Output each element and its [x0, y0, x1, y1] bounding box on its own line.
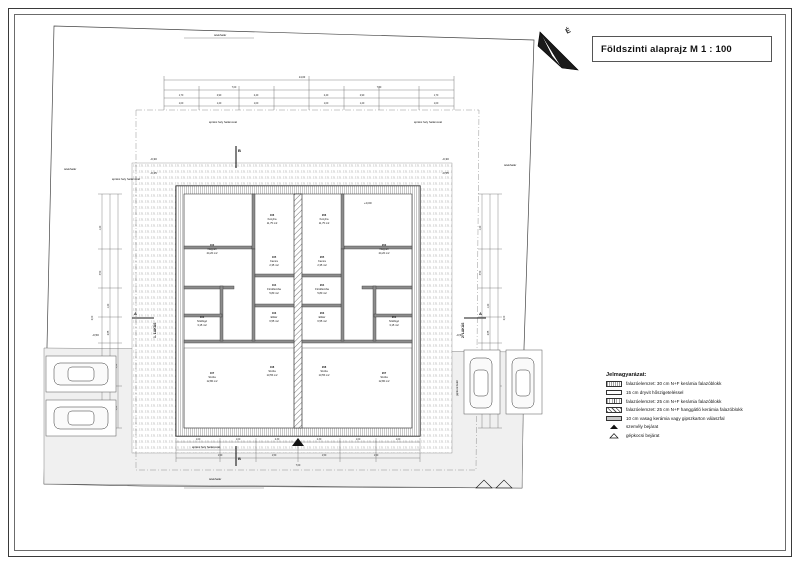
svg-text:Konyha: Konyha — [319, 218, 329, 221]
car-entry-arrow-icon — [606, 433, 622, 439]
svg-text:2,30: 2,30 — [316, 439, 322, 441]
svg-text:207: 207 — [381, 372, 387, 375]
solid-grey-icon — [606, 416, 622, 422]
svg-text:1,00: 1,00 — [355, 439, 361, 441]
hatch-diagonal-icon — [606, 407, 622, 413]
person-entry-arrow-icon — [606, 424, 622, 430]
north-label: É — [564, 27, 573, 36]
svg-text:Kamra: Kamra — [318, 260, 326, 263]
svg-text:6,55 m2: 6,55 m2 — [317, 320, 327, 323]
svg-text:1,20: 1,20 — [100, 225, 102, 231]
svg-text:Fürdőszoba: Fürdőszoba — [315, 288, 329, 291]
svg-text:1,50: 1,50 — [271, 455, 277, 457]
legend-title: Jelmagyarázat: — [606, 372, 647, 378]
svg-text:5,80 m2: 5,80 m2 — [317, 292, 327, 295]
svg-text:5,80 m2: 5,80 m2 — [269, 292, 279, 295]
unit-label-1: 1. LAKÁS — [153, 322, 157, 338]
dim-overall-top: 14,00 — [298, 76, 306, 79]
svg-text:A: A — [479, 311, 482, 316]
svg-text:24,20 m2: 24,20 m2 — [206, 252, 218, 255]
dim-top-sub2-5: 1,20 — [359, 103, 365, 105]
svg-text:102: 102 — [209, 244, 215, 247]
legend-label: falazóelemzet: 30 cm N+F kerámia falazóblokk — [626, 381, 722, 387]
svg-text:104: 104 — [271, 284, 277, 287]
svg-text:1,50: 1,50 — [373, 455, 379, 457]
svg-text:1,00: 1,00 — [395, 439, 401, 441]
dim-top-seg-2: 7,00 — [376, 87, 382, 89]
svg-text:Előtér: Előtér — [318, 316, 326, 319]
svg-text:202: 202 — [381, 244, 387, 247]
legend-item-person-entry — [606, 423, 766, 430]
legend-label: gépkocsi bejárat — [626, 433, 660, 439]
svg-text:2,00: 2,00 — [92, 315, 94, 321]
svg-text:3,50: 3,50 — [100, 270, 102, 276]
dim-top-sub2-6: 1,00 — [433, 103, 439, 105]
dim-top-sub-6: 1,70 — [433, 95, 439, 97]
legend-item-partition-10 — [606, 415, 766, 422]
hatch-vertical-icon — [606, 398, 622, 404]
svg-text:1,20: 1,20 — [108, 303, 110, 309]
svg-text:Kamra: Kamra — [270, 260, 278, 263]
svg-text:2,35 m2: 2,35 m2 — [317, 264, 327, 267]
legend — [606, 372, 766, 441]
svg-text:Szélfogó: Szélfogó — [196, 320, 208, 323]
level-mark-6: -0,50 — [456, 333, 463, 337]
svg-text:1,80: 1,80 — [116, 405, 118, 411]
svg-text:203: 203 — [319, 312, 325, 315]
svg-text:B: B — [238, 148, 241, 153]
hatch-vertical-dense-icon — [606, 381, 622, 387]
page-title: Földszinti alaprajz M 1 : 100 — [601, 43, 732, 55]
unit-label-2: 2. LAKÁS — [461, 322, 465, 338]
svg-text:Szoba: Szoba — [208, 376, 216, 379]
note-telekhatar-right: telekhatár — [504, 163, 517, 167]
svg-text:2,85: 2,85 — [488, 330, 490, 336]
svg-text:Szélfogó: Szélfogó — [388, 320, 400, 323]
level-mark-3: -0,30 — [442, 157, 449, 161]
svg-text:Előtér: Előtér — [270, 316, 278, 319]
svg-text:3,15 m2: 3,15 m2 — [197, 324, 207, 327]
title-block — [592, 36, 772, 62]
svg-text:205: 205 — [319, 256, 325, 259]
level-mark-7: +0,00 — [364, 201, 372, 205]
dim-top-sub-4: 2,40 — [323, 95, 329, 97]
legend-item-insulation-15 — [606, 389, 766, 396]
svg-text:2,00: 2,00 — [504, 315, 506, 321]
svg-text:206: 206 — [321, 214, 327, 217]
svg-text:B: B — [238, 456, 241, 461]
level-mark-1: -0,30 — [150, 157, 157, 161]
svg-text:13,55 m2: 13,55 m2 — [266, 374, 278, 377]
legend-label: falazóelemzet: 25 cm N+F kerámia falazóblokk — [626, 398, 722, 404]
svg-text:3,50: 3,50 — [480, 270, 482, 276]
double-line-icon — [606, 390, 622, 396]
svg-text:204: 204 — [319, 284, 325, 287]
svg-text:1,50: 1,50 — [217, 455, 223, 457]
dim-top-sub-1: 1,70 — [178, 95, 184, 97]
dim-top-sub-5: 2,90 — [359, 95, 365, 97]
building-outline — [176, 186, 420, 436]
dim-top-sub2-1: 1,00 — [178, 103, 184, 105]
legend-item-wall-25-sound — [606, 406, 766, 413]
legend-item-wall-25 — [606, 398, 766, 405]
legend-label: falazóelemzet: 25 cm N+F hanggátló kerámia falazóblokk — [626, 407, 743, 413]
svg-text:Szoba: Szoba — [268, 370, 276, 373]
note-epitesi-hely-top2: építési hely határvonal — [414, 120, 442, 124]
dim-top-sub-3: 2,40 — [253, 95, 259, 97]
svg-text:1,20: 1,20 — [480, 225, 482, 231]
note-epitesi-hely-top: építési hely határvonal — [209, 120, 237, 124]
dim-top-sub-2: 2,90 — [216, 95, 222, 97]
svg-text:3,15 m2: 3,15 m2 — [389, 324, 399, 327]
note-epitesi-hely-bottom: építési hely határvonal — [192, 445, 220, 449]
svg-text:2,35 m2: 2,35 m2 — [269, 264, 279, 267]
legend-label: 15 cm dryvit hőszigeteléssel — [626, 390, 684, 396]
svg-text:6,55 m2: 6,55 m2 — [269, 320, 279, 323]
dim-top-sub2-3: 1,00 — [253, 103, 259, 105]
svg-text:208: 208 — [321, 366, 327, 369]
svg-text:A: A — [134, 311, 137, 316]
svg-text:103: 103 — [271, 312, 277, 315]
svg-text:11,75 m2: 11,75 m2 — [266, 222, 278, 225]
note-epitesi-hely-left: építési hely határvonal — [112, 177, 140, 181]
svg-text:12,80 m2: 12,80 m2 — [378, 380, 390, 383]
svg-text:105: 105 — [271, 256, 277, 259]
svg-text:24,20 m2: 24,20 m2 — [378, 252, 390, 255]
svg-text:Konyha: Konyha — [267, 218, 277, 221]
legend-item-wall-30 — [606, 381, 766, 388]
svg-text:Nappali: Nappali — [379, 248, 389, 251]
level-mark-2: -0,45 — [150, 171, 157, 175]
svg-text:101: 101 — [199, 316, 205, 319]
svg-text:1,20: 1,20 — [488, 303, 490, 309]
legend-label: személy bejárat — [626, 424, 659, 430]
svg-text:1,50: 1,50 — [321, 455, 327, 457]
parking-label: gépkocsi beálló — [457, 380, 459, 396]
svg-text:Nappali: Nappali — [207, 248, 217, 251]
svg-text:106: 106 — [269, 214, 275, 217]
svg-text:1,50: 1,50 — [116, 363, 118, 369]
svg-text:13,55 m2: 13,55 m2 — [318, 374, 330, 377]
level-mark-4: -0,55 — [442, 171, 449, 175]
svg-text:108: 108 — [269, 366, 275, 369]
floor-plan-drawing — [24, 18, 544, 548]
legend-label: 10 cm vasag kerámia vagy gipszkarton válaszfal — [626, 415, 725, 421]
svg-text:2,30: 2,30 — [274, 439, 280, 441]
dim-top-sub2-4: 1,00 — [323, 103, 329, 105]
svg-text:107: 107 — [209, 372, 215, 375]
level-mark-5: -0,50 — [92, 333, 99, 337]
svg-text:1,00: 1,00 — [235, 439, 241, 441]
svg-text:2,85: 2,85 — [108, 330, 110, 336]
svg-text:11,75 m2: 11,75 m2 — [318, 222, 330, 225]
svg-text:7,00: 7,00 — [295, 465, 301, 467]
note-telekhatar-top: telekhatár — [214, 33, 227, 37]
dim-top-seg-1: 7,00 — [231, 87, 237, 89]
note-telekhatar-bottom: telekhatár — [209, 477, 222, 481]
svg-text:12,80 m2: 12,80 m2 — [206, 380, 218, 383]
dim-top-sub2-2: 1,20 — [216, 103, 222, 105]
parking-area-right — [457, 350, 542, 414]
svg-text:1,00: 1,00 — [195, 439, 201, 441]
svg-text:Fürdőszoba: Fürdőszoba — [267, 288, 281, 291]
svg-text:Szoba: Szoba — [320, 370, 328, 373]
svg-text:201: 201 — [391, 316, 397, 319]
note-telekhatar-left: telekhatár — [64, 167, 77, 171]
legend-item-car-entry — [606, 432, 766, 439]
svg-text:Szoba: Szoba — [380, 376, 388, 379]
